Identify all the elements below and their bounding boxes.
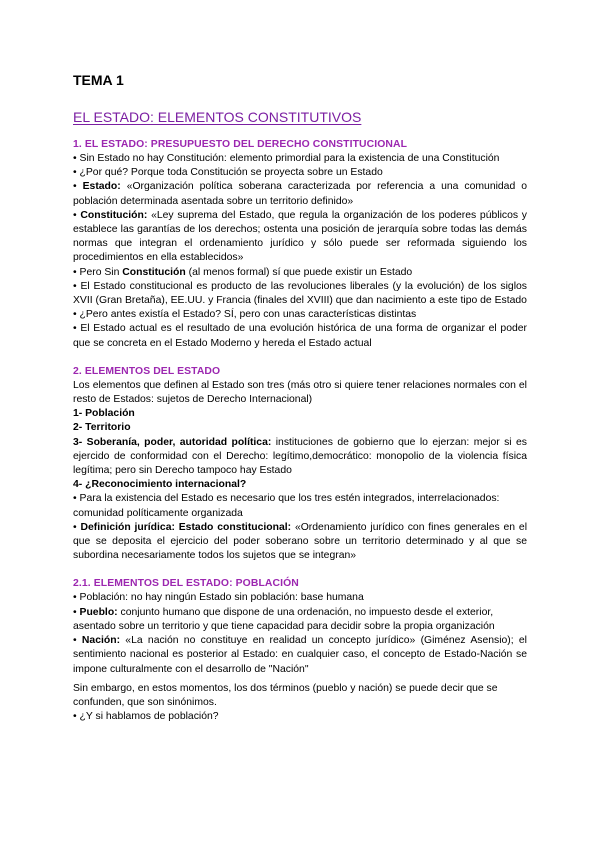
definition-text: conjunto humano que dispone de una ordenación, no impuesto desde el exterior, asentado sobre un territorio y que tiene capacidad para decidir sobre la propia organización bbox=[73, 606, 495, 632]
paragraph-estado-definition bbox=[73, 180, 527, 208]
bullet: • bbox=[73, 635, 82, 647]
paragraph: • ¿Por qué? Porque toda Constitución se proyecta sobre un Estado bbox=[73, 167, 383, 179]
section-2-1-heading: 2.1. ELEMENTOS DEL ESTADO: POBLACIÓN bbox=[73, 578, 299, 590]
text: • Pero Sin bbox=[73, 266, 123, 278]
document-body bbox=[73, 138, 527, 724]
main-title: EL ESTADO: ELEMENTOS CONSTITUTIVOS bbox=[73, 109, 362, 125]
term-pueblo: Pueblo: bbox=[79, 606, 118, 618]
element-item bbox=[73, 436, 527, 479]
definition-text: «Ordenamiento jurídico con fines generales en el que se deposita el ejercicio del poder soberano sobre un territorio determinado y al que se subordina necesariamente todos los sujetos que se integran» bbox=[73, 521, 527, 562]
paragraph bbox=[73, 606, 527, 634]
paragraph: • Para la existencia del Estado es necesario que los tres estén integrados, interrelacionados: comunidad políticamente organizada bbox=[73, 493, 500, 519]
element-label: 2- Territorio bbox=[73, 422, 131, 434]
bullet: • bbox=[73, 209, 81, 221]
element-item bbox=[73, 421, 527, 435]
paragraph: Los elementos que definen al Estado son tres (más otro si quiere tener relaciones normales con el resto de Estados: sujetos de Derecho Internacional) bbox=[73, 379, 527, 406]
definition-text: «Organización política soberana caracterizada por referencia a una comunidad o población determinada asentada sobre un territorio definido» bbox=[73, 181, 527, 207]
chapter-label: TEMA 1 bbox=[73, 72, 124, 88]
element-label: 1- Población bbox=[73, 408, 135, 420]
paragraph-juridical-definition bbox=[73, 521, 527, 564]
paragraph: • Población: no hay ningún Estado sin población: base humana bbox=[73, 592, 364, 604]
section-1-heading: 1. EL ESTADO: PRESUPUESTO DEL DERECHO CONSTITUCIONAL bbox=[73, 139, 408, 150]
definition-text: «Ley suprema del Estado, que regula la organización de los poderes públicos y establece las garantías de los derechos; ostenta una posición de jerarquía sobre todas las demás normas que integran el ordenamiento jurídico y sólo puede ser reformada siguiendo los procedimientos en ella establecidos» bbox=[73, 209, 527, 264]
term-constitucion: Constitución bbox=[122, 266, 186, 278]
term-estado: Estado: bbox=[82, 181, 121, 193]
paragraph: Sin embargo, en estos momentos, los dos términos (pueblo y nación) se puede decir que se confunden, que son sinónimos. bbox=[73, 682, 498, 708]
definition-text: «La nación no constituye en realidad un concepto jurídico» (Giménez Asensio); el sentimiento nacional es posterior al Estado: en cualquier caso, el concepto de Estado-Nación se impone culturalmente con el desarrollo de "Nación" bbox=[73, 635, 527, 675]
text: (al menos formal) sí que puede existir un Estado bbox=[185, 266, 413, 278]
paragraph: • El Estado actual es el resultado de una evolución histórica de una forma de organizar el poder que se concreta en el Estado Moderno y hereda el Estado actual bbox=[73, 323, 527, 349]
section-2-heading: 2. ELEMENTOS DEL ESTADO bbox=[73, 365, 221, 377]
bullet: • bbox=[73, 606, 80, 618]
element-label: 4- ¿Reconocimiento internacional? bbox=[73, 479, 247, 491]
paragraph: • Sin Estado no hay Constitución: elemento primordial para la existencia de una Constitución bbox=[73, 153, 500, 164]
element-item bbox=[73, 478, 527, 492]
element-text: instituciones de gobierno que lo ejerzan: mejor si es ejercido de conformidad con el Derecho: legítimo,democrático: monopolio de la violencia física legítima; pero sin Derecho tampoco hay Estado bbox=[73, 436, 527, 477]
term-constitucion: Constitución: bbox=[80, 209, 148, 221]
paragraph: • ¿Y si hablamos de población? bbox=[73, 711, 219, 723]
paragraph bbox=[73, 266, 527, 280]
paragraph bbox=[73, 634, 527, 677]
term-nacion: Nación: bbox=[81, 635, 121, 647]
bullet: • bbox=[73, 521, 81, 533]
paragraph: • ¿Pero antes existía el Estado? SÍ, pero con unas características distintas bbox=[73, 309, 417, 321]
element-label: 3- Soberanía, poder, autoridad política: bbox=[73, 436, 272, 448]
paragraph-constitucion-definition bbox=[73, 209, 527, 266]
term-definicion-juridica: Definición jurídica: Estado constitucional: bbox=[80, 521, 292, 533]
paragraph: • El Estado constitucional es producto de las revoluciones liberales (y la evolución) de los siglos XVII (Gran Bretaña), EE.UU. y Francia (finales del XVIII) que dan nacimiento a este tipo de Estado bbox=[73, 280, 527, 307]
bullet: • bbox=[73, 181, 83, 193]
element-item bbox=[73, 407, 527, 421]
